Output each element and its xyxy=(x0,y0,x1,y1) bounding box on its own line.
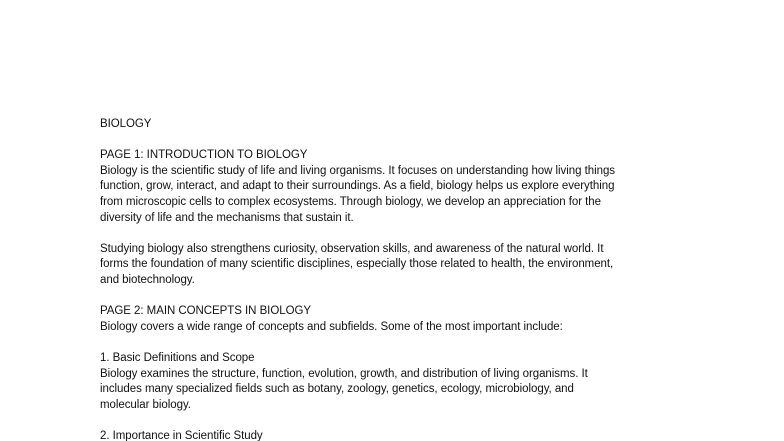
spacer xyxy=(100,289,700,305)
page1-para1-line: function, grow, interact, and adapt to their surroundings. As a field, biology helps us explore everything xyxy=(100,180,615,193)
page1-para2-line: forms the foundation of many scientific disciplines, especially those related to health, the environment, xyxy=(100,258,614,271)
section1-line: molecular biology. xyxy=(100,398,191,411)
spacer xyxy=(100,413,700,429)
page1-para1-line: Biology is the scientific study of life and living organisms. It focuses on understanding how living things xyxy=(100,164,615,177)
spacer xyxy=(100,133,700,149)
document-title: BIOLOGY xyxy=(100,118,152,130)
page1-para2-line: and biotechnology. xyxy=(100,273,195,286)
section1-heading: 1. Basic Definitions and Scope xyxy=(100,351,255,364)
spacer xyxy=(100,226,700,242)
section1-line: includes many specialized fields such as botany, zoology, genetics, ecology, microbiology, and xyxy=(100,383,574,396)
section1-line: Biology examines the structure, function, evolution, growth, and distribution of living organisms. It xyxy=(100,367,588,380)
page2-intro: Biology covers a wide range of concepts and subfields. Some of the most important include: xyxy=(100,320,563,333)
document-body xyxy=(100,117,700,441)
page1-para1-line: from microscopic cells to complex ecosystems. Through biology, we develop an appreciation for the xyxy=(100,195,601,208)
page1-para1-line: diversity of life and the mechanisms that sustain it. xyxy=(100,211,354,224)
section2-heading: 2. Importance in Scientific Study xyxy=(100,429,263,441)
spacer xyxy=(100,335,700,351)
page1-heading: PAGE 1: INTRODUCTION TO BIOLOGY xyxy=(100,149,308,162)
page1-para2-line: Studying biology also strengthens curiosity, observation skills, and awareness of the natural world. It xyxy=(100,242,604,255)
page2-heading: PAGE 2: MAIN CONCEPTS IN BIOLOGY xyxy=(100,305,311,318)
